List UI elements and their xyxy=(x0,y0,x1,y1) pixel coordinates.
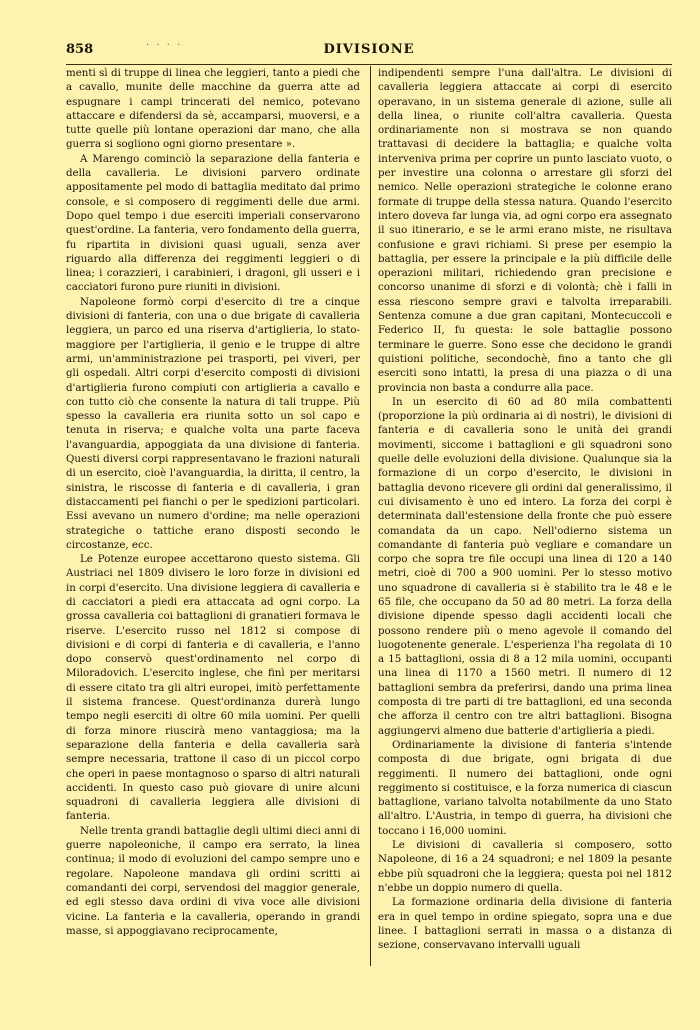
paragraph: menti sì di truppe di linea che leggieri, tanto a piedi che a cavallo, munite delle macchine da guerra atte ad espugnare i campi trincerati del nemico, potevano attaccare e difendersi da sè, accamparsi, muoversi, e a tutte quelle più lontane operazioni dar mano, che alla guerra si sogliono ogni giorno presentare ». xyxy=(66,67,360,151)
paragraph: Ordinariamente la divisione di fanteria s'intende composta di due brigate, ogni brigata di due reggimenti. Il numero dei battaglioni, onde ogni reggimento si costituisce, e la forza numerica di ciascun battaglione, variano talvolta notabilmente da uno Stato all'altro. L'Austria, in tempo di guerra, ha divisioni che toccano i 16,000 uomini. xyxy=(378,738,672,837)
running-title: DIVISIONE xyxy=(323,42,415,57)
page-header xyxy=(66,40,672,60)
paragraph: Le divisioni di cavalleria si composero, sotto Napoleone, di 16 a 24 squadroni; e nel 1809 la pesante ebbe più squadroni che la leggiera; questa poi nel 1812 n'ebbe un doppio numero di quella. xyxy=(378,839,672,894)
paragraph: Le Potenze europee accettarono questo sistema. Gli Austriaci nel 1809 divisero le loro forze in divisioni ed in corpi d'esercito. Una divisione leggiera di cavalleria e di cacciatori a piedi era attaccata ad ogni corpo. La grossa cavalleria coi battaglioni di granatieri formava le riserve. L'esercito russo nel 1812 si compose di divisioni e di corpi di fanteria e di cavalleria, e l'anno dopo conservò quest'ordinamento nel corpo di Miloradovich. L'esercito inglese, che finì per meritarsi di essere citato tra gli altri europei, imitò perfettamente il sistema francese. Quest'ordinanza durerà lungo tempo negli eserciti di oltre 60 mila uomini. Per quelli di forza minore riuscirà meno vantaggiosa; ma la separazione della fanteria e della cavalleria sarà sempre necessaria, trattone il caso di un piccol corpo che operi in paese montagnoso o sparso di altri naturali accidenti. In questo caso può giovare di unire alcuni squadroni di cavalleria leggiera alle divisioni di fanteria. xyxy=(66,553,360,823)
column-divider xyxy=(370,66,371,966)
paragraph: Nelle trenta grandi battaglie degli ultimi dieci anni di guerre napoleoniche, il campo era serrato, la linea continua; il modo di evoluzioni del campo sempre uno e regolare. Napoleone mandava gli ordini scritti ai comandanti dei corpi, servendosi del maggior generale, ed egli stesso dava ordini di viva voce alle divisioni vicine. La fanteria e la cavalleria, operando in grandi masse, si appoggiavano reciprocamente, xyxy=(66,824,360,937)
header-rule xyxy=(66,64,672,65)
paragraph: In un esercito di 60 ad 80 mila combattenti (proporzione la più ordinaria ai dì nostri), le divisioni di fanteria e di cavalleria sono le unità dei grandi movimenti, siccome i battaglioni e gli squadroni sono quelle delle evoluzioni della divisione. Qualunque sia la formazione di un corpo d'esercito, le divisioni in battaglia devono ricevere gli ordini dal generalissimo, il cui divisamento è uno ed intero. La forza dei corpi è determinata dall'estensione della fronte che può essere comandata da un capo. Nell'odierno sistema un comandante di fanteria può vegliare e comandare un corpo che sopra tre file occupi una linea di 120 a 140 metri, cioè di 700 a 900 uomini. Per lo stesso motivo uno squadrone di cavalleria si è stabilito tra le 48 e le 65 file, che occupano da 50 ad 80 metri. La forza della divisione dipende spesso dagli accidenti locali che possono rendere più o meno agevole il comando del luogotenente generale. L'esperienza l'ha regolata di 10 a 15 battaglioni, ossia di 8 a 12 mila uomini, occupanti una linea di 1170 a 1560 metri. Il numero di 12 battaglioni sembra da preferirsi, dando una prima linea composta di tre parti di tre battaglioni, ed una seconda che afforza il centro con tre altri battaglioni. Bisogna aggiungervi almeno due batterie d'artiglieria a piedi. xyxy=(378,395,672,737)
paragraph: Napoleone formò corpi d'esercito di tre a cinque divisioni di fanteria, con una o due brigate di cavalleria leggiera, un parco ed una riserva d'artiglieria, lo stato-maggiore per l'artiglieria, il genio e le truppe di altre armi, un'amministrazione pei trasporti, pei viveri, per gli ospedali. Altri corpi d'esercito composti di divisioni d'artiglieria furono compiuti con artiglieria a cavallo e con tutto ciò che consente la natura di tali truppe. Più spesso la cavalleria era riunita sotto un sol capo e tenuta in riserva; e qualche volta una parte faceva l'avanguardia, appoggiata da una divisione di fanteria. Questi diversi corpi rappresentavano le frazioni naturali di un esercito, cioè l'avanguardia, la diritta, il centro, la sinistra, le riscosse di fanteria e di cavalleria, i gran distaccamenti pei fianchi o per le spedizioni particolari. Essi avevano un numero d'ordine; ma nelle operazioni strategiche o tattiche erano disposti secondo le circostanze, ecc. xyxy=(66,295,360,551)
paragraph: La formazione ordinaria della divisione di fanteria era in quel tempo in ordine spiegato, sopra una e due linee. I battaglioni serrati in massa o a distanza di sezione, conservavano intervalli uguali xyxy=(378,896,672,952)
page-number: 858 xyxy=(66,42,94,57)
paragraph: A Marengo cominciò la separazione della fanteria e della cavalleria. Le divisioni parvero ordinate appositamente pel modo di battaglia meditato dal primo console, e si composero di reggimenti delle due armi. Dopo quel tempo i due eserciti imperiali conservarono quest'ordine. La fanteria, vero fondamento della guerra, fu ripartita in divisioni quasi uguali, senza aver riguardo alla differenza dei reggimenti leggieri o di linea; i corazzieri, i carabinieri, i dragoni, gli usseri e i cacciatori furono pure riuniti in divisioni. xyxy=(66,152,360,294)
header-dots: · · · · xyxy=(146,40,183,51)
paragraph: indipendenti sempre l'una dall'altra. Le divisioni di cavalleria leggiera attaccate ai corpi di esercito operavano, in un sistema generale di azione, sulle ali della linea, o riunite coll'altra cavalleria. Questa ordinariamente non si mostrava se non quando trattavasi di decidere la battaglia; e qualche volta interveniva prima per coprire un punto lasciato vuoto, o per investire una colonna o arrestare gli sforzi del nemico. Nelle operazioni strategiche le colonne erano formate di truppe della stessa natura. Quando l'esercito intero doveva far lunga via, ad ogni corpo era assegnato il suo itinerario, e se le armi erano miste, ne risultava confusione e gravi richiami. Si prese per esempio la battaglia, per essere la principale e la più difficile delle operazioni militari, richiedendo gran precisione e concorso unanime di sforzi e di volontà; chè i falli in essa riescono sempre gravi e talvolta irreparabili. Sentenza comune a due gran capitani, Montecuccoli e Federico II, fu questa: le sole battaglie possono terminare le guerre. Sono esse che decidono le grandi quistioni politiche, secondochè, fino a tanto che gli eserciti sono intatti, la presa di una piazza o di una provincia non basta a condurre alla pace. xyxy=(378,67,672,394)
right-column xyxy=(378,66,672,952)
left-column xyxy=(66,66,360,938)
